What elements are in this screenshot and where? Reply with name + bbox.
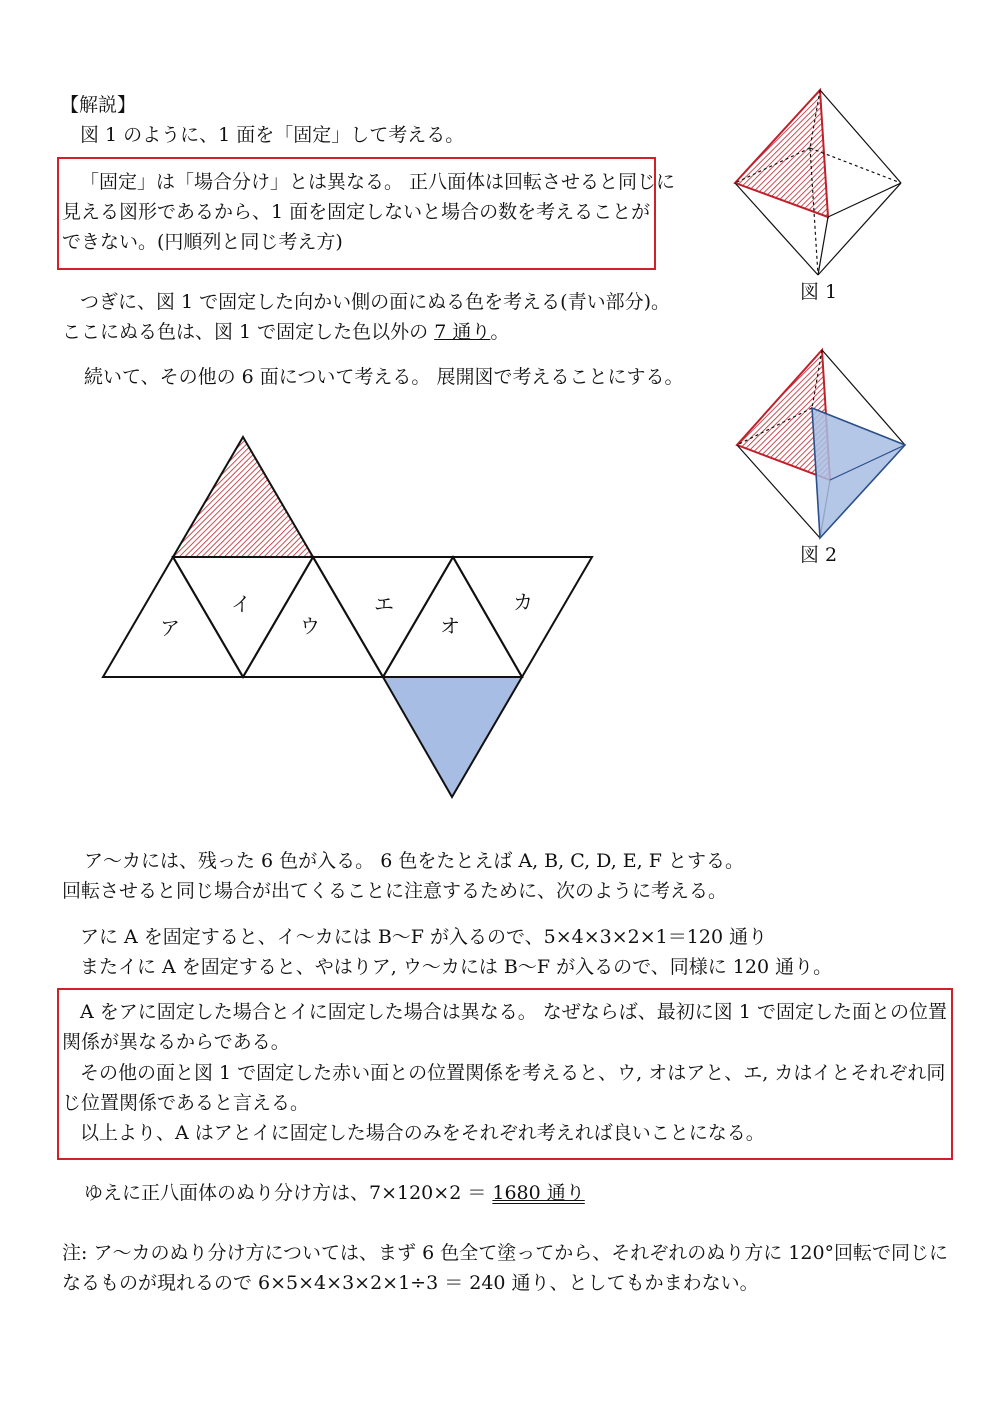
box-line: 以上より、A はアとイに固定した場合のみをそれぞれ考えれば良いことになる。 [80,1122,765,1144]
paragraph: 回転させると同じ場合が出てくることに注意するために、次のように考える。 [62,880,728,902]
net-label-a: ア [160,616,180,640]
paragraph [62,317,509,347]
text: ゆえに正八面体のぬり分け方は、7×120×2 ＝ [84,1182,493,1204]
heading: 【解説】 [60,94,137,116]
octahedron-fig1 [735,90,901,275]
net-label-o: オ [440,614,460,638]
box-line: できない。(円順列と同じ考え方) [62,231,343,253]
box-line: その他の面と図 1 で固定した赤い面との位置関係を考えると、ウ, オはアと、エ, カはイとそれぞれ同 [80,1062,946,1084]
paragraph: またイに A を固定すると、やはりア, ウ～カには B～F が入るので、同様に 120 通り。 [80,956,833,978]
figure-caption-1: 図 1 [800,281,838,303]
box-line: 関係が異なるからである。 [62,1031,290,1053]
net-face-ka [453,557,592,677]
paragraph: ア～カには、残った 6 色が入る。 6 色をたとえば A, B, C, D, E, F とする。 [84,850,744,872]
net-face-i [173,557,313,677]
paragraph: 続いて、その他の 6 面について考える。 展開図で考えることにする。 [84,366,684,388]
conclusion [84,1178,585,1208]
octahedron-fig2 [737,350,905,538]
box-line: 「固定」は「場合分け」とは異なる。 正八面体は回転させると同じに [80,171,676,193]
paragraph: アに A を固定すると、イ～カには B～F が入るので、5×4×3×2×1＝120 通り [80,926,768,948]
net-label-i: イ [231,592,251,616]
final-answer: 1680 通り [492,1182,585,1204]
box-line: 見える図形であるから、1 面を固定しないと場合の数を考えることが [62,201,651,223]
box-line: じ位置関係であると言える。 [62,1092,310,1114]
footnote-line: なるものが現れるので 6×5×4×3×2×1÷3 ＝ 240 通り、としてもかまわない。 [62,1272,759,1294]
net-face-e [313,557,453,677]
text: ここにぬる色は、図 1 で固定した色以外の [62,321,435,343]
paragraph: 図 1 のように、1 面を「固定」して考える。 [80,124,465,146]
answer-underlined: 7 通り [434,321,491,343]
net-blue-face [383,677,522,797]
box-line: A をアに固定した場合とイに固定した場合は異なる。 なぜならば、最初に図 1 で固定した面との位置 [80,1001,947,1023]
footnote-line: 注: ア～カのぬり分け方については、まず 6 色全て塗ってから、それぞれのぬり方に 120°回転で同じに [62,1242,949,1264]
text: 。 [490,321,510,343]
paragraph: つぎに、図 1 で固定した向かい側の面にぬる色を考える(青い部分)。 [80,291,670,313]
figure-caption-2: 図 2 [800,544,838,566]
net-label-u: ウ [300,614,320,638]
net-label-e: エ [374,592,394,616]
net-label-ka: カ [513,590,533,614]
net-red-face [173,437,313,557]
